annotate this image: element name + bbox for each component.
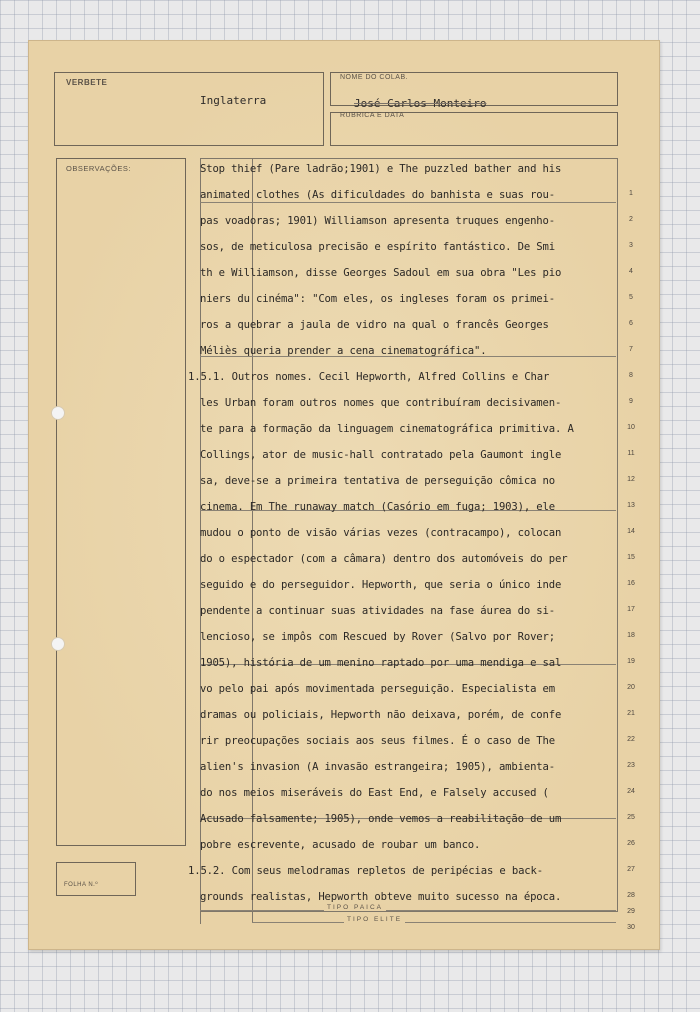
line-number: 25	[627, 814, 635, 821]
text-line: dramas ou policiais, Hepworth não deixava, porém, de confe	[200, 709, 562, 721]
text-line: sos, de meticulosa precisão e espírito fantástico. De Smi	[200, 241, 555, 253]
line-number: 10	[627, 424, 635, 431]
line-number: 26	[627, 840, 635, 847]
line-number: 19	[627, 658, 635, 665]
text-line: niers du cinéma": "Com eles, os ingleses foram os primei-	[200, 293, 555, 305]
text-line: 1.5.2. Com seus melodramas repletos de peripécias e back-	[188, 865, 543, 877]
line-number: 1	[629, 190, 633, 197]
line-number: 27	[627, 866, 635, 873]
line-number: 23	[627, 762, 635, 769]
line-number: 3	[629, 242, 633, 249]
line-number: 11	[627, 450, 635, 457]
observacoes-label: OBSERVAÇÕES:	[66, 164, 131, 173]
line-number: 30	[627, 924, 635, 931]
line-number: 2	[629, 216, 633, 223]
typed-text-area	[188, 158, 620, 910]
line-number: 14	[627, 528, 635, 535]
punch-hole-bottom	[51, 637, 65, 651]
line-number: 12	[627, 476, 635, 483]
line-number: 20	[627, 684, 635, 691]
line-number: 7	[629, 346, 633, 353]
text-line: Stop thief (Pare ladrão;1901) e The puzzled bather and his	[200, 163, 562, 175]
elite-rule	[252, 922, 616, 923]
line-number: 22	[627, 736, 635, 743]
text-line: pendente a continuar suas atividades na fase áurea do si-	[200, 605, 555, 617]
line-number: 8	[629, 372, 633, 379]
line-number: 15	[627, 554, 635, 561]
text-line: Collings, ator de music-hall contratado pela Gaumont ingle	[200, 449, 562, 461]
text-line: vo pelo pai após movimentada perseguição. Especialista em	[200, 683, 555, 695]
text-line: sa, deve-se a primeira tentativa de perseguição cômica no	[200, 475, 555, 487]
text-line: mudou o ponto de visão várias vezes (contracampo), colocan	[200, 527, 562, 539]
punch-hole-top	[51, 406, 65, 420]
text-line: 1905), história de um menino raptado por uma mendiga e sal	[200, 657, 562, 669]
text-line: Acusado falsamente; 1905), onde vemos a reabilitação de um	[200, 813, 562, 825]
observacoes-box	[56, 158, 186, 846]
text-line: 1.5.1. Outros nomes. Cecil Hepworth, Alfred Collins e Char	[188, 371, 550, 383]
folha-label: FOLHA N.º	[64, 882, 99, 888]
text-line: pas voadoras; 1901) Williamson apresenta truques engenho-	[200, 215, 555, 227]
elite-label: TIPO ELITE	[344, 916, 405, 923]
rubrica-label: RUBRICA E DATA	[340, 112, 405, 119]
text-line: alien's invasion (A invasão estrangeira; 1905), ambienta-	[200, 761, 555, 773]
line-number: 28	[627, 892, 635, 899]
text-line: pobre escrevente, acusado de roubar um banco.	[200, 839, 481, 851]
text-line: grounds realistas, Hepworth obteve muito sucesso na época.	[200, 891, 562, 903]
line-number: 4	[629, 268, 633, 275]
verbete-label: VERBETE	[66, 78, 108, 87]
text-line: th e Williamson, disse Georges Sadoul em sua obra "Les pio	[200, 267, 562, 279]
paica-label: TIPO PAICA	[324, 904, 386, 911]
paica-rule	[200, 910, 616, 911]
line-number: 13	[627, 502, 635, 509]
folha-box	[56, 862, 136, 896]
line-number: 5	[629, 294, 633, 301]
text-line: seguido e do perseguidor. Hepworth, que seria o único inde	[200, 579, 562, 591]
line-number: 17	[627, 606, 635, 613]
text-line: ros a quebrar a jaula de vidro na qual o francês Georges	[200, 319, 549, 331]
text-line: rir preocupações sociais aos seus filmes. É o caso de The	[200, 735, 555, 747]
verbete-value: Inglaterra	[200, 94, 267, 107]
text-line: do nos meios miseráveis do East End, e Falsely accused (	[200, 787, 549, 799]
line-number: 24	[627, 788, 635, 795]
text-line: les Urban foram outros nomes que contribuíram decisivamen-	[200, 397, 562, 409]
text-line: lencioso, se impôs com Rescued by Rover (Salvo por Rover;	[200, 631, 555, 643]
text-line: Méliès queria prender a cena cinematográfica".	[200, 345, 487, 357]
line-number: 16	[627, 580, 635, 587]
text-line: animated clothes (As dificuldades do banhista e suas rou-	[200, 189, 555, 201]
text-line: te para a formação da linguagem cinematográfica primitiva. A	[200, 423, 574, 435]
line-number: 9	[629, 398, 633, 405]
line-number: 21	[627, 710, 635, 717]
typewritten-sheet	[28, 40, 660, 950]
line-number: 6	[629, 320, 633, 327]
colab-label: NOME DO COLAB.	[340, 74, 409, 81]
footer-left-mark	[200, 910, 201, 924]
text-line	[200, 912, 620, 934]
line-number: 29	[627, 908, 635, 915]
colab-value: José Carlos Monteiro	[354, 97, 487, 110]
text-line: do o espectador (com a câmara) dentro dos automóveis do per	[200, 553, 568, 565]
text-line: cinema. Em The runaway match (Casório em fuga; 1903), ele	[200, 501, 555, 513]
line-number: 18	[627, 632, 635, 639]
